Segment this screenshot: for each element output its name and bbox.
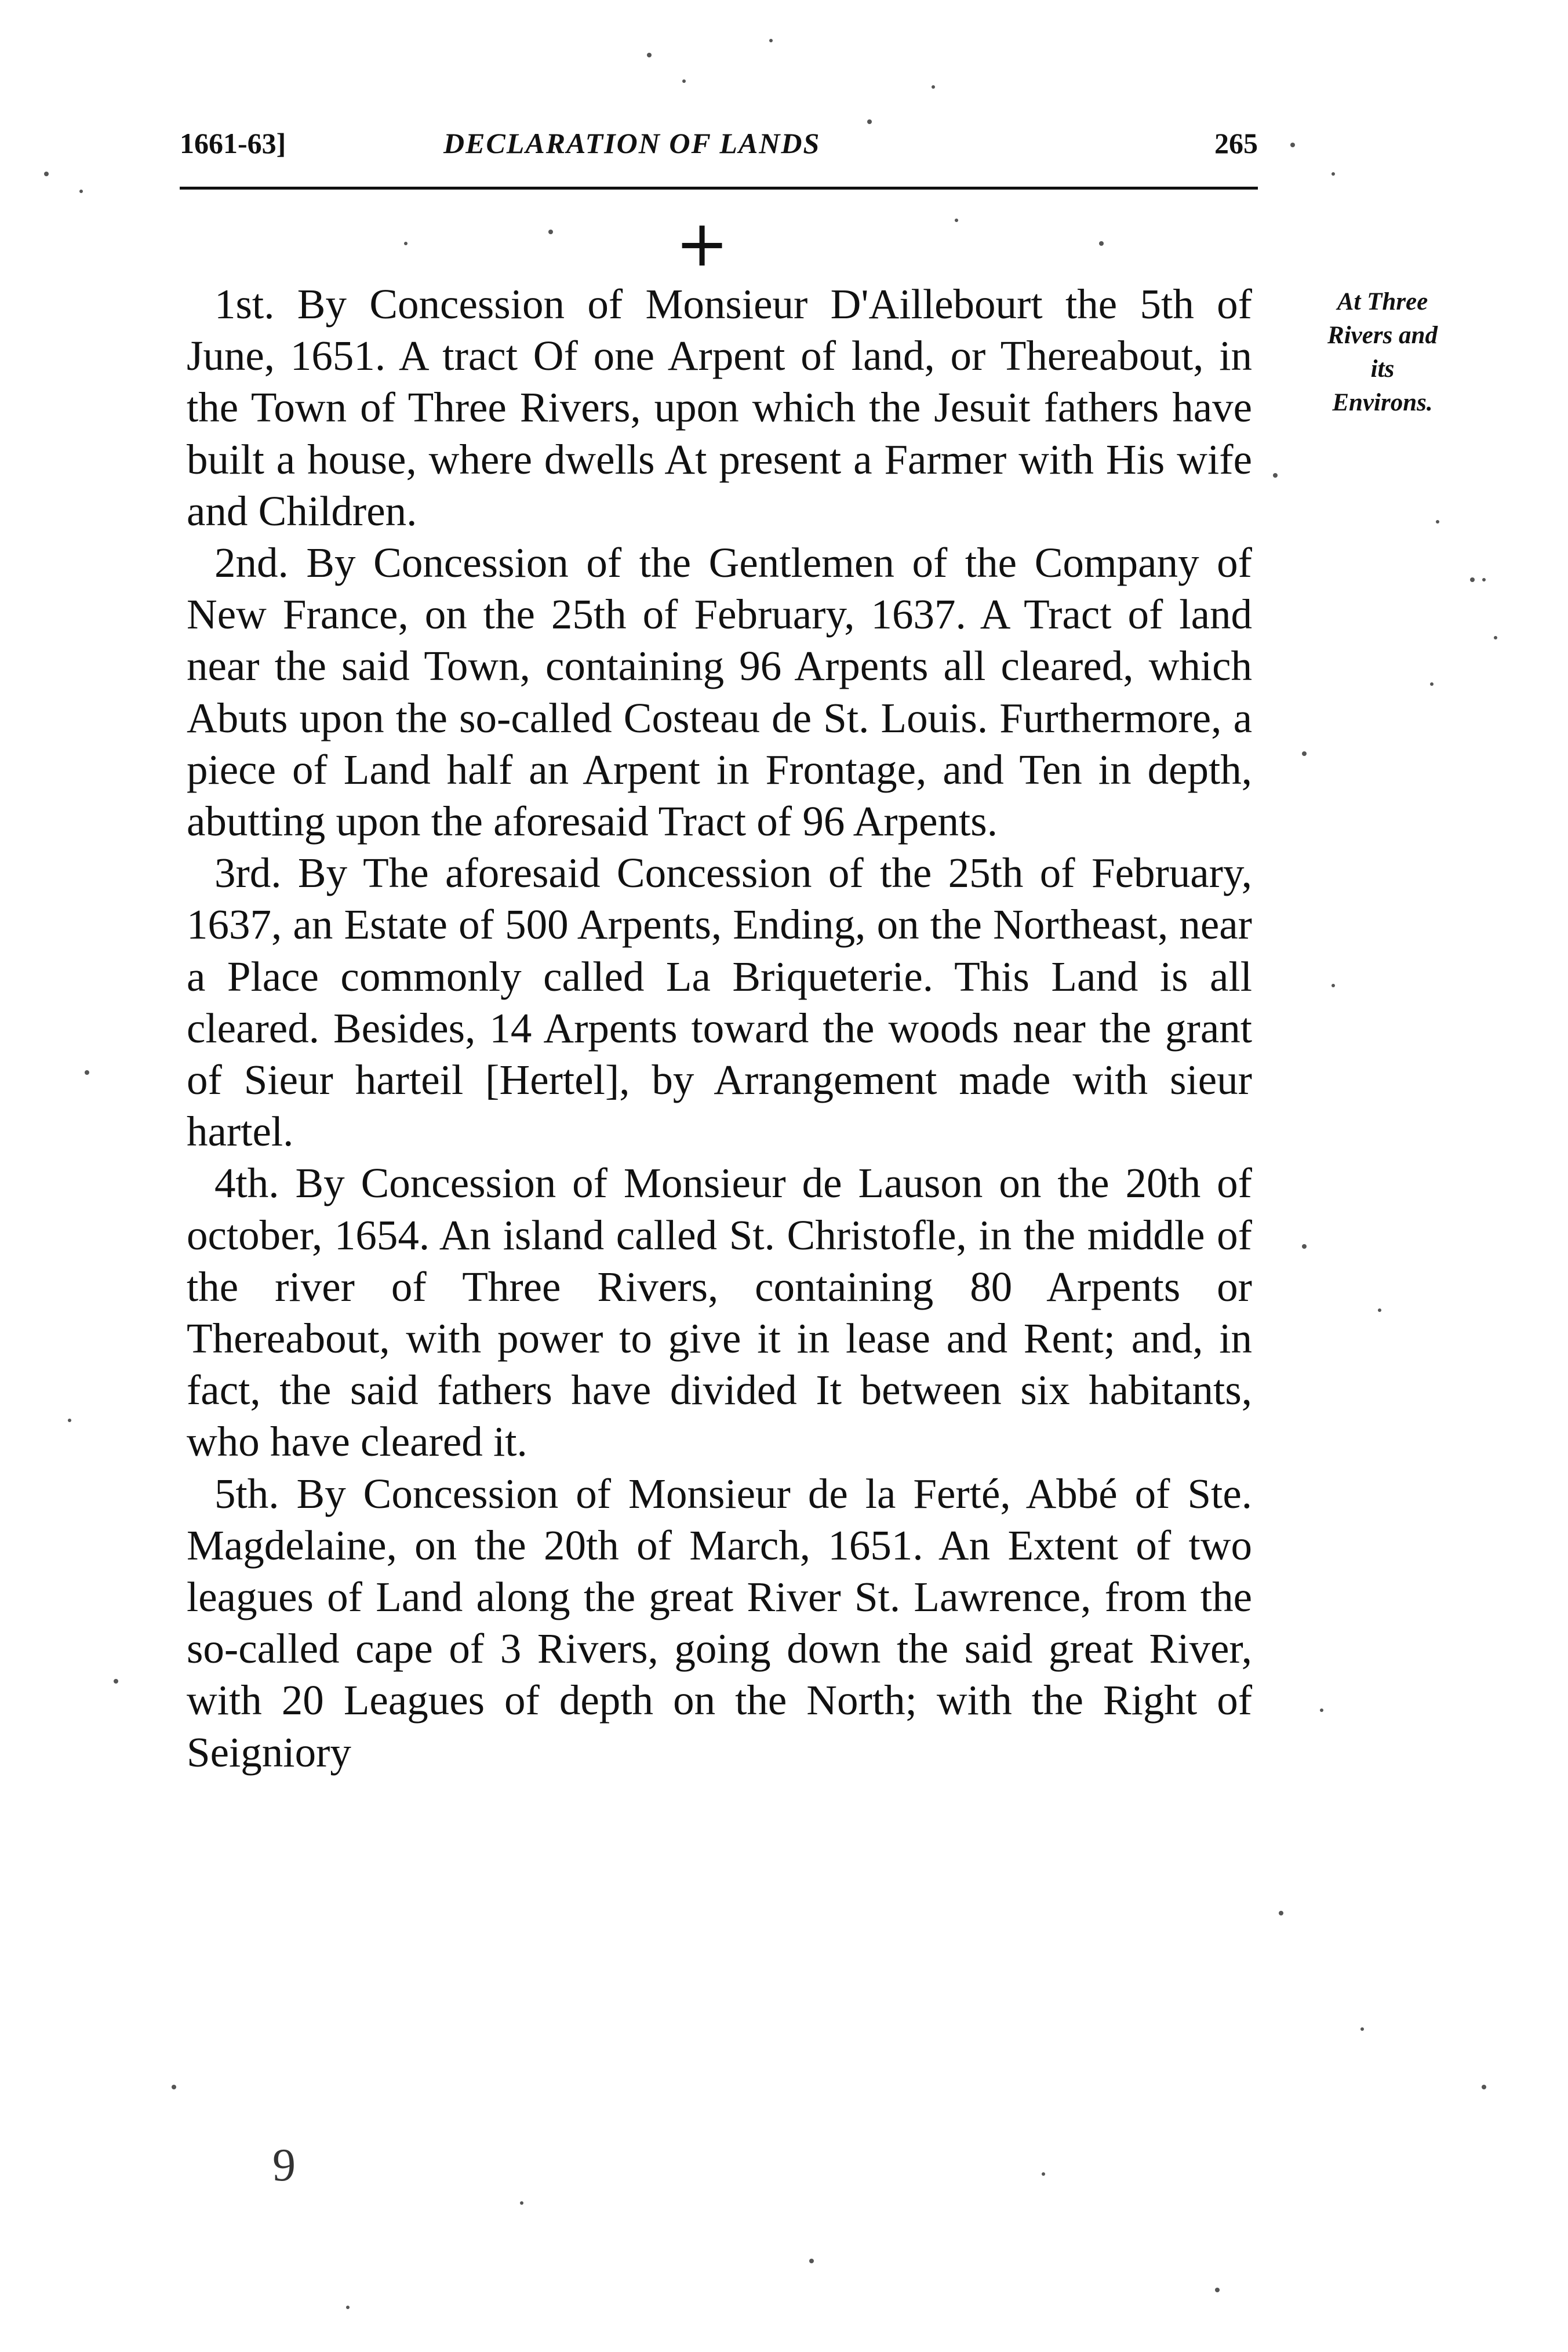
paragraph-5: 5th. By Concession of Monsieur de la Ferté, Abbé of Ste. Magdelaine, on the 20th of March, 1651. An Extent of two leagues of Land along the great River St. Lawrence, from the so-called cape of 3 Rivers, going down the said great River, with 20 Leagues of depth on the North; with the Right of Seigniory <box>187 1470 1252 1776</box>
paragraph-2: 2nd. By Concession of the Gentlemen of the Company of New France, on the 25th of February, 1637. A Tract of land near the said Town, containing 96 Arpents all cleared, which Abuts upon the so-called Costeau de St. Louis. Furthermore, a piece of Land half an Arpent in Frontage, and Ten in depth, abutting upon the aforesaid Tract of 96 Arpents. <box>187 539 1252 845</box>
paragraph-1: 1st. By Concession of Monsieur D'Aillebourt the 5th of June, 1651. A tract Of one Arpent of land, or Thereabout, in the Town of Three Rivers, upon which the Jesuit fathers have built a house, where dwells At present a Farmer with His wife and Children. <box>187 281 1252 535</box>
header-date-range: 1661-63] <box>180 127 286 159</box>
paragraph-3: 3rd. By The aforesaid Concession of the 25th of February, 1637, an Estate of 500 Arpents, Ending, on the Northeast, near a Place commonly called La Briqueterie. This Land is all cleared. Besides, 14 Arpents toward the woods near the grant of Sieur harteil [Hertel], by Arrangement made with sieur hartel. <box>187 849 1252 1155</box>
running-head <box>180 126 1258 173</box>
cross-ornament: + <box>675 206 729 281</box>
margin-note-line-1: At Three <box>1337 288 1428 315</box>
page-number: 265 <box>1214 127 1258 159</box>
body-text <box>187 278 1252 1778</box>
margin-note <box>1278 285 1487 420</box>
footer-mark: 9 <box>272 2140 296 2191</box>
margin-note-line-2: Rivers and <box>1327 322 1438 349</box>
margin-note-line-3: its <box>1370 355 1395 383</box>
margin-note-line-4: Environs. <box>1332 389 1433 416</box>
paragraph-4: 4th. By Concession of Monsieur de Lauson on the 20th of october, 1654. An island called St. Christofle, in the middle of the river of Three Rivers, containing 80 Arpents or Thereabout, with power to give it in lease and Rent; and, in fact, the said fathers have divided It between six habitants, who have cleared it. <box>187 1159 1252 1466</box>
header-title: DECLARATION OF LANDS <box>443 127 821 159</box>
header-rule <box>180 187 1258 190</box>
